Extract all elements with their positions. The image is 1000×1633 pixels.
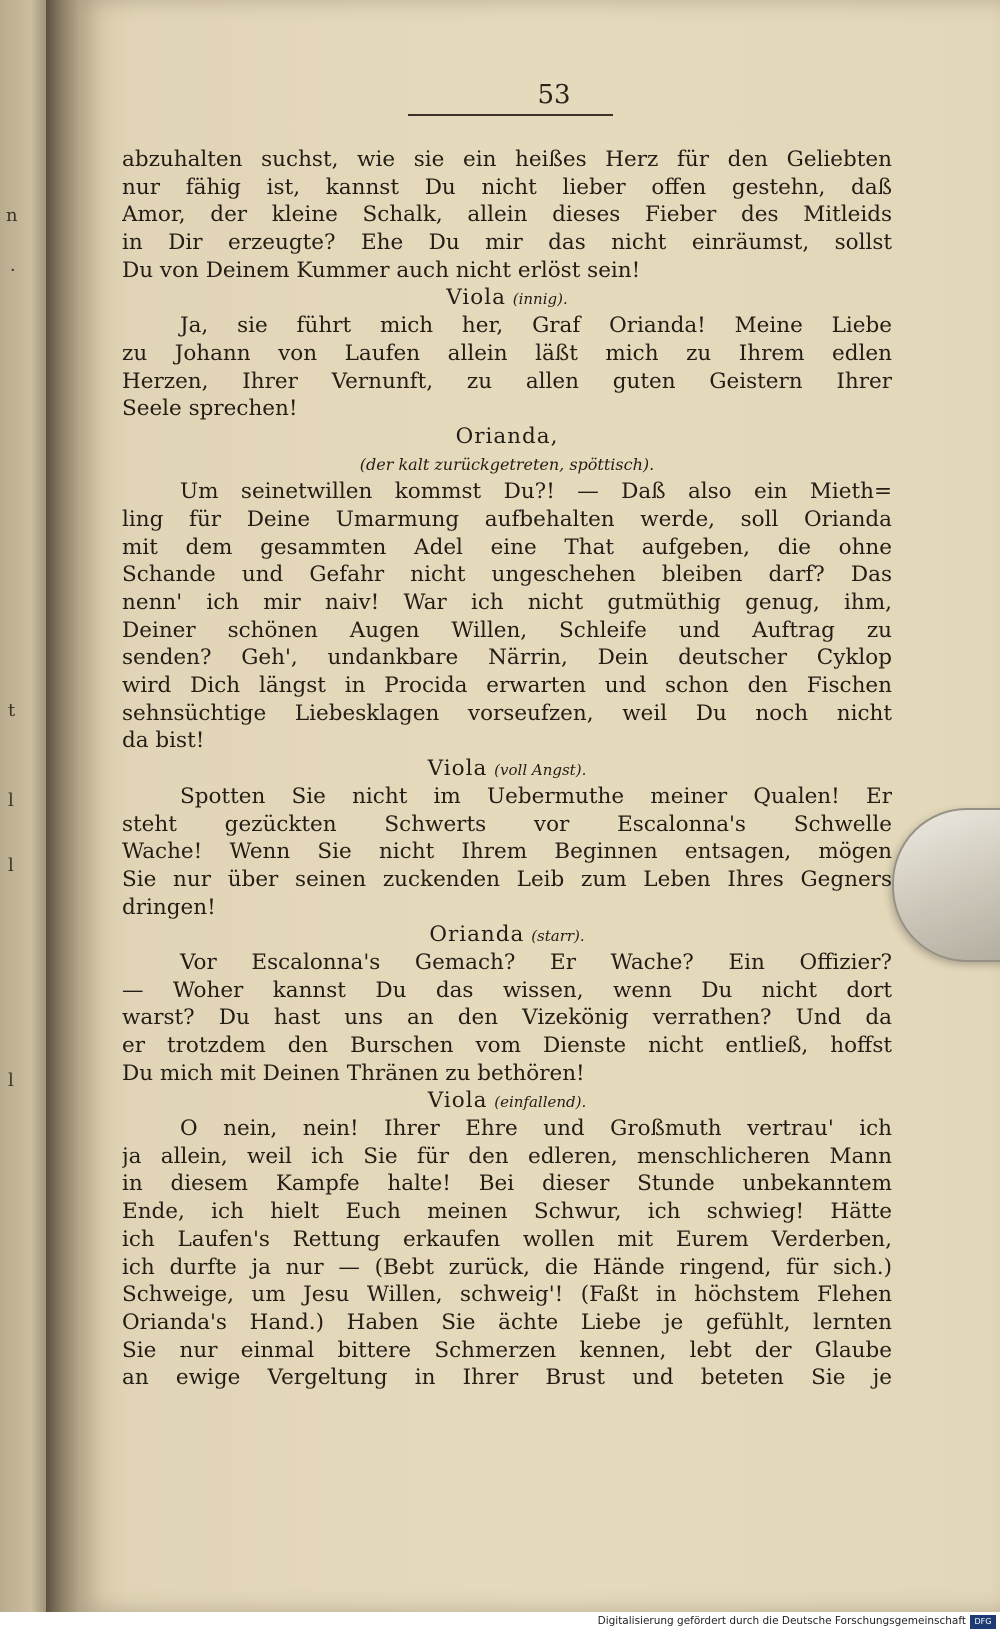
page-text (122, 146, 892, 1392)
scan-area: n · t l l l 53 abzuhalten suchst, wie sie ein heißes Herz für den Geliebten nur fähig ist, kannst Du nicht lieber offen gestehn, daß Amor, der kleine Schalk, allein dieses Fieber des Mitleids in Dir erzeugte? Ehe Du mir das nicht einräumst, sollst Du von Deinem Kummer auch nicht erlöst sein! Viola (innig). Ja, sie führt mich her, Graf Orianda! Meine Liebe zu Johann von Laufen allein läßt mich zu Ihrem edlen Herzen, Ihrer Vernunft, zu allen guten Geistern Ihrer Seele sprechen! Orianda, (der kalt zurückgetreten, spöttisch). Um seinetwillen kommst Du?! — Daß also ein Mieth= ling für Deine Umarmung aufbehalten werde, soll Orianda mit dem gesammten Adel eine That aufgeben, die ohne Schande und Gefahr nicht ungeschehen bleiben darf? Das nenn' ich mir naiv! War ich nicht gutmüthig genug, ihm, Deiner schönen Augen Willen, Schleife und Auftrag zu senden? Geh', undankbare Närrin, Dein deutscher Cyklop wird Dich längst in Procida erwarten und schon den Fischen sehnsüchtige Liebesklagen vorseufzen, weil Du noch nicht da bist! Viola (voll Angst). Spotten Sie nicht im Uebermuthe meiner Qualen! Er steht gezückten Schwerts vor Escalonna's Schwelle Wache! Wenn Sie nicht Ihrem Beginnen entsagen, mögen Sie nur über seinen zuckenden Leib zum Leben Ihres Gegners dringen! Orianda (starr). Vor Escalonna's Gemach? Er Wache? Ein Offizier? — Woher kannst Du das wissen, wenn Du nicht dort warst? Du hast uns an den Vizekönig verrathen? Und da er trotzdem den Burschen vom Dienste nicht entließ, hoffst Du mich mit Deinen Thränen zu bethören! Viola (einfallend). O nein, nein! Ihrer Ehre und Großmuth vertrau' ich ja allein, weil ich Sie für den edleren, menschlicheren Mann in diesem Kampfe halte! Bei dieser Stunde unbekanntem Ende, ich hielt Euch meinen Schwur, ich schwieg! Hätte ich Laufen's Rettung erkaufen wollen mit Eurem Verderben, ich durfte ja nur — (Bebt zurück, die Hände ringend, für sich.) Schweige, um Jesu Willen, schweig'! (Faßt in höchstem Flehen Orianda's Hand.) Haben Sie ächte Liebe je gefühlt, lernten Sie nur einmal bittere Schmerzen kennen, lebt der Glaube an ewige Vergeltung in Ihrer Brust und beteten Sie je (0, 0, 1000, 1612)
text-line: an ewige Vergeltung in Ihrer Brust und beteten Sie je (122, 1365, 892, 1391)
text-line: mit dem gesammten Adel eine That aufgeben, die ohne (122, 534, 892, 560)
text-line: in diesem Kampfe halte! Bei dieser Stunde unbekanntem (122, 1171, 892, 1197)
text-line: Schande und Gefahr nicht ungeschehen bleiben darf? Das (122, 562, 892, 588)
text-line: warst? Du hast uns an den Vizekönig verrathen? Und da (122, 1005, 892, 1031)
text-line: er trotzdem den Burschen vom Dienste nicht entließ, hoffst (122, 1033, 892, 1058)
text-line: Deiner schönen Augen Willen, Schleife und Auftrag zu (122, 617, 892, 643)
speaker-heading (122, 921, 892, 949)
speaker-name: Viola (427, 1088, 488, 1114)
text-line: abzuhalten suchst, wie sie ein heißes Herz für den Geliebten (122, 147, 892, 172)
speaker-heading (122, 284, 892, 312)
text-line: Vor Escalonna's Gemach? Er Wache? Ein Offizier? (180, 949, 892, 975)
text-line: ja allein, weil ich Sie für den edleren, menschlicheren Mann (122, 1143, 892, 1169)
text-line: nur fähig ist, kannst Du nicht lieber offen gestehn, daß (122, 174, 892, 200)
speaker-heading (122, 755, 892, 783)
page-number-rule (408, 114, 613, 116)
text-line: Spotten Sie nicht im Uebermuthe meiner Qualen! Er (180, 783, 892, 809)
text-line: Du mich mit Deinen Thränen zu bethören! (122, 1060, 585, 1086)
text-line: Schweige, um Jesu Willen, schweig'! (Faßt in höchstem Flehen (122, 1282, 892, 1308)
text-line: steht gezückten Schwerts vor Escalonna's Schwelle (122, 811, 892, 837)
speaker-name: Orianda (429, 922, 525, 948)
text-line: zu Johann von Laufen allein läßt mich zu Ihrem edlen (122, 340, 892, 366)
text-line: Seele sprechen! (122, 396, 298, 422)
text-line: nenn' ich mir naiv! War ich nicht gutmüthig genug, ihm, (122, 590, 892, 615)
speaker-heading (122, 423, 892, 451)
speaker-name: Viola (427, 756, 488, 782)
speaker-name: Orianda, (455, 423, 559, 449)
stage-direction-line: (der kalt zurückgetreten, spöttisch). (359, 454, 655, 474)
stage-direction: (innig). (512, 290, 568, 309)
text-line: Orianda's Hand.) Haben Sie ächte Liebe je gefühlt, lernten (122, 1309, 892, 1335)
text-line: ich Laufen's Rettung erkaufen wollen mit Eurem Verderben, (122, 1226, 892, 1252)
text-line: Ende, ich hielt Euch meinen Schwur, ich schwieg! Hätte (122, 1199, 892, 1225)
text-line: — Woher kannst Du das wissen, wenn Du nicht dort (122, 977, 892, 1003)
text-line: Um seinetwillen kommst Du?! — Daß also ein Mieth= (180, 479, 892, 505)
book-page (78, 0, 1000, 1612)
text-line: Herzen, Ihrer Vernunft, zu allen guten Geistern Ihrer (122, 368, 892, 394)
footer-bar (0, 1612, 1000, 1633)
text-line: Sie nur über seinen zuckenden Leib zum Leben Ihres Gegners (122, 866, 892, 892)
text-line: ling für Deine Umarmung aufbehalten werde, soll Orianda (122, 506, 892, 532)
text-line: Sie nur einmal bittere Schmerzen kennen, lebt der Glaube (122, 1337, 892, 1363)
text-line: wird Dich längst in Procida erwarten und schon den Fischen (122, 673, 892, 699)
text-line: in Dir erzeugte? Ehe Du mir das nicht einräumst, sollst (122, 230, 892, 256)
text-line: ich durfte ja nur — (Bebt zurück, die Hände ringend, für sich.) (122, 1254, 892, 1280)
text-line: sehnsüchtige Liebesklagen vorseufzen, weil Du noch nicht (122, 700, 892, 726)
text-line: Ja, sie führt mich her, Graf Orianda! Meine Liebe (180, 313, 892, 339)
text-line: da bist! (122, 728, 205, 754)
text-line: senden? Geh', undankbare Närrin, Dein deutscher Cyklop (122, 645, 892, 671)
speaker-heading (122, 1087, 892, 1115)
funding-credit: Digitalisierung gefördert durch die Deutsche Forschungsgemeinschaft (597, 1615, 966, 1627)
text-line: dringen! (122, 894, 216, 920)
page-number: 53 (537, 80, 571, 110)
stage-direction: (starr). (531, 927, 585, 946)
stage-direction: (einfallend). (494, 1093, 587, 1112)
text-line: Wache! Wenn Sie nicht Ihrem Beginnen entsagen, mögen (122, 839, 892, 865)
text-line: Amor, der kleine Schalk, allein dieses Fieber des Mitleids (122, 202, 892, 228)
stage-direction: (voll Angst). (494, 761, 587, 780)
text-line: O nein, nein! Ihrer Ehre und Großmuth vertrau' ich (180, 1116, 892, 1142)
speaker-name: Viola (446, 285, 506, 311)
text-line: Du von Deinem Kummer auch nicht erlöst sein! (122, 257, 641, 283)
dfg-logo-icon: DFG (970, 1615, 996, 1629)
